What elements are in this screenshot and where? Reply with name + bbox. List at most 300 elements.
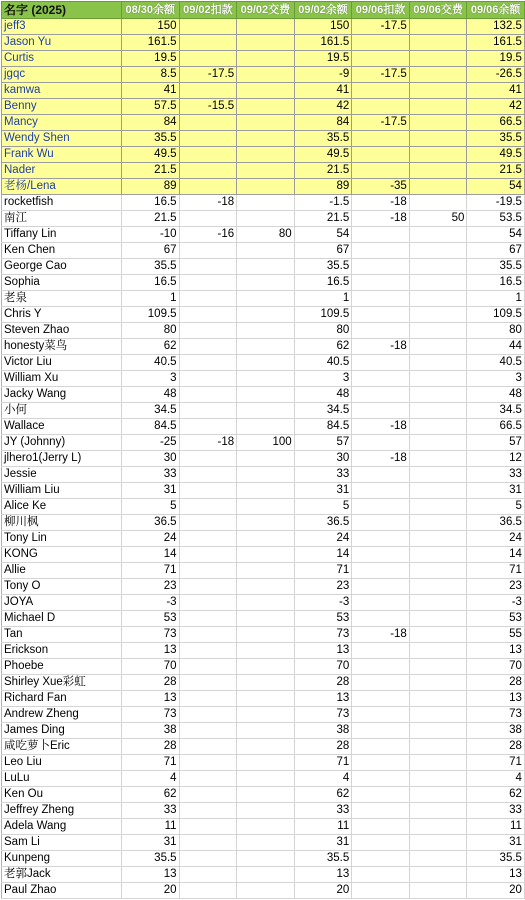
cell-0906-balance[interactable]: 24 (467, 531, 525, 547)
cell-0902-payment[interactable] (237, 307, 295, 323)
cell-0902-payment[interactable] (237, 115, 295, 131)
cell-0906-deduction[interactable] (352, 835, 410, 851)
cell-0830-balance[interactable]: 5 (122, 499, 180, 515)
cell-0906-payment[interactable] (409, 675, 467, 691)
cell-0906-deduction[interactable] (352, 499, 410, 515)
cell-0902-balance[interactable]: 34.5 (294, 403, 352, 419)
cell-0902-deduction[interactable] (179, 643, 237, 659)
cell-name[interactable]: Tiffany Lin (2, 227, 122, 243)
cell-0906-payment[interactable] (409, 659, 467, 675)
cell-name[interactable]: Jason Yu (2, 35, 122, 51)
cell-0830-balance[interactable]: 16.5 (122, 275, 180, 291)
cell-name[interactable]: Shirley Xue彩虹 (2, 675, 122, 691)
cell-name[interactable]: Victor Liu (2, 355, 122, 371)
cell-0906-payment[interactable] (409, 19, 467, 35)
cell-name[interactable]: jlhero1(Jerry L) (2, 451, 122, 467)
cell-0902-payment[interactable] (237, 339, 295, 355)
cell-0902-deduction[interactable] (179, 339, 237, 355)
cell-0906-deduction[interactable] (352, 819, 410, 835)
cell-0906-balance[interactable]: 44 (467, 339, 525, 355)
cell-0906-payment[interactable] (409, 723, 467, 739)
cell-0902-balance[interactable]: 71 (294, 755, 352, 771)
cell-0830-balance[interactable]: 3 (122, 371, 180, 387)
cell-0830-balance[interactable]: 70 (122, 659, 180, 675)
cell-0902-balance[interactable]: 31 (294, 835, 352, 851)
cell-name[interactable]: Steven Zhao (2, 323, 122, 339)
cell-name[interactable]: Chris Y (2, 307, 122, 323)
cell-0906-balance[interactable]: 35.5 (467, 259, 525, 275)
cell-0906-balance[interactable]: 20 (467, 883, 525, 899)
cell-0906-balance[interactable]: 33 (467, 803, 525, 819)
cell-name[interactable]: Phoebe (2, 659, 122, 675)
cell-0830-balance[interactable]: -25 (122, 435, 180, 451)
header-0906-balance[interactable]: 09/06余额 (467, 2, 525, 19)
cell-0906-deduction[interactable] (352, 435, 410, 451)
cell-0906-deduction[interactable]: -17.5 (352, 115, 410, 131)
cell-0906-deduction[interactable] (352, 131, 410, 147)
cell-0902-balance[interactable]: 5 (294, 499, 352, 515)
cell-0830-balance[interactable]: 40.5 (122, 355, 180, 371)
cell-0906-balance[interactable]: 57 (467, 435, 525, 451)
cell-0830-balance[interactable]: 28 (122, 675, 180, 691)
cell-0902-balance[interactable]: 40.5 (294, 355, 352, 371)
cell-0830-balance[interactable]: 48 (122, 387, 180, 403)
cell-0906-payment[interactable] (409, 35, 467, 51)
cell-name[interactable]: 老泉 (2, 291, 122, 307)
cell-0906-balance[interactable]: 71 (467, 755, 525, 771)
cell-name[interactable]: Tan (2, 627, 122, 643)
cell-0830-balance[interactable]: 13 (122, 643, 180, 659)
cell-0830-balance[interactable]: -3 (122, 595, 180, 611)
cell-0902-payment[interactable] (237, 707, 295, 723)
cell-0906-deduction[interactable] (352, 659, 410, 675)
cell-0830-balance[interactable]: 73 (122, 627, 180, 643)
cell-0830-balance[interactable]: 28 (122, 739, 180, 755)
cell-name[interactable]: Frank Wu (2, 147, 122, 163)
cell-0902-deduction[interactable] (179, 131, 237, 147)
cell-0906-balance[interactable]: 36.5 (467, 515, 525, 531)
cell-0906-balance[interactable]: 48 (467, 387, 525, 403)
cell-name[interactable]: William Liu (2, 483, 122, 499)
cell-0906-payment[interactable] (409, 195, 467, 211)
cell-0906-deduction[interactable] (352, 675, 410, 691)
cell-0906-payment[interactable] (409, 51, 467, 67)
cell-name[interactable]: Leo Liu (2, 755, 122, 771)
cell-0906-balance[interactable]: 1 (467, 291, 525, 307)
cell-name[interactable]: 老郭Jack (2, 867, 122, 883)
cell-0906-payment[interactable] (409, 435, 467, 451)
cell-0906-deduction[interactable] (352, 691, 410, 707)
cell-0902-payment[interactable] (237, 835, 295, 851)
cell-0902-payment[interactable] (237, 851, 295, 867)
cell-0902-deduction[interactable] (179, 19, 237, 35)
cell-0906-payment[interactable] (409, 883, 467, 899)
cell-0830-balance[interactable]: 53 (122, 611, 180, 627)
cell-name[interactable]: Mancy (2, 115, 122, 131)
cell-0902-payment[interactable] (237, 291, 295, 307)
cell-0906-balance[interactable]: 53 (467, 611, 525, 627)
cell-name[interactable]: Jacky Wang (2, 387, 122, 403)
cell-0902-deduction[interactable] (179, 755, 237, 771)
cell-0906-payment[interactable] (409, 227, 467, 243)
cell-0902-payment[interactable] (237, 387, 295, 403)
cell-0902-balance[interactable]: 33 (294, 803, 352, 819)
cell-0902-deduction[interactable] (179, 851, 237, 867)
cell-0902-balance[interactable]: 11 (294, 819, 352, 835)
cell-0902-balance[interactable]: 48 (294, 387, 352, 403)
cell-name[interactable]: Sophia (2, 275, 122, 291)
cell-name[interactable]: Erickson (2, 643, 122, 659)
cell-0906-payment[interactable] (409, 131, 467, 147)
cell-name[interactable]: rocketfish (2, 195, 122, 211)
cell-0906-balance[interactable]: 42 (467, 99, 525, 115)
cell-0902-balance[interactable]: 35.5 (294, 259, 352, 275)
cell-0830-balance[interactable]: 1 (122, 291, 180, 307)
cell-0902-balance[interactable]: 33 (294, 467, 352, 483)
cell-0906-payment[interactable] (409, 403, 467, 419)
cell-0902-balance[interactable]: 28 (294, 675, 352, 691)
cell-0906-deduction[interactable] (352, 275, 410, 291)
cell-0902-deduction[interactable] (179, 499, 237, 515)
cell-0906-balance[interactable]: 54 (467, 179, 525, 195)
cell-0906-payment[interactable] (409, 531, 467, 547)
cell-0830-balance[interactable]: 11 (122, 819, 180, 835)
cell-name[interactable]: kamwa (2, 83, 122, 99)
cell-name[interactable]: Tony Lin (2, 531, 122, 547)
cell-0902-balance[interactable]: 16.5 (294, 275, 352, 291)
cell-0906-deduction[interactable]: -18 (352, 627, 410, 643)
cell-0830-balance[interactable]: 67 (122, 243, 180, 259)
cell-0902-deduction[interactable] (179, 243, 237, 259)
cell-0902-deduction[interactable] (179, 515, 237, 531)
cell-0906-deduction[interactable]: -18 (352, 211, 410, 227)
cell-0902-payment[interactable]: 80 (237, 227, 295, 243)
cell-0902-balance[interactable]: 36.5 (294, 515, 352, 531)
cell-0902-balance[interactable]: 73 (294, 627, 352, 643)
cell-0902-payment[interactable] (237, 243, 295, 259)
cell-0902-balance[interactable]: 13 (294, 691, 352, 707)
header-0902-payment[interactable]: 09/02交费 (237, 2, 295, 19)
cell-0906-balance[interactable]: 12 (467, 451, 525, 467)
cell-name[interactable]: Allie (2, 563, 122, 579)
cell-0902-payment[interactable] (237, 131, 295, 147)
cell-0902-payment[interactable] (237, 83, 295, 99)
cell-0902-payment[interactable] (237, 675, 295, 691)
cell-0906-payment[interactable] (409, 803, 467, 819)
cell-name[interactable]: Curtis (2, 51, 122, 67)
cell-0902-balance[interactable]: 73 (294, 707, 352, 723)
cell-0830-balance[interactable]: 71 (122, 563, 180, 579)
cell-0902-deduction[interactable] (179, 531, 237, 547)
cell-0906-deduction[interactable] (352, 243, 410, 259)
cell-0906-balance[interactable]: 80 (467, 323, 525, 339)
cell-0902-balance[interactable]: 80 (294, 323, 352, 339)
cell-0902-deduction[interactable] (179, 275, 237, 291)
cell-0906-payment[interactable] (409, 483, 467, 499)
cell-0902-payment[interactable] (237, 451, 295, 467)
cell-0902-deduction[interactable] (179, 611, 237, 627)
cell-0906-payment[interactable] (409, 467, 467, 483)
cell-0902-deduction[interactable] (179, 675, 237, 691)
cell-0902-balance[interactable]: 31 (294, 483, 352, 499)
cell-0830-balance[interactable]: 16.5 (122, 195, 180, 211)
cell-0906-deduction[interactable] (352, 851, 410, 867)
cell-0902-deduction[interactable] (179, 419, 237, 435)
cell-0830-balance[interactable]: 13 (122, 691, 180, 707)
cell-0902-payment[interactable] (237, 595, 295, 611)
cell-0902-deduction[interactable] (179, 35, 237, 51)
cell-0830-balance[interactable]: 150 (122, 19, 180, 35)
header-0906-payment[interactable]: 09/06交费 (409, 2, 467, 19)
cell-0902-payment[interactable] (237, 803, 295, 819)
cell-0906-deduction[interactable] (352, 643, 410, 659)
cell-0902-payment[interactable] (237, 19, 295, 35)
cell-0906-deduction[interactable] (352, 707, 410, 723)
cell-0906-payment[interactable] (409, 563, 467, 579)
cell-0902-deduction[interactable]: -18 (179, 195, 237, 211)
cell-0906-balance[interactable]: 54 (467, 227, 525, 243)
cell-0902-payment[interactable] (237, 371, 295, 387)
cell-0902-balance[interactable]: 57 (294, 435, 352, 451)
cell-0906-deduction[interactable] (352, 403, 410, 419)
cell-0906-balance[interactable]: 13 (467, 867, 525, 883)
cell-0906-deduction[interactable] (352, 163, 410, 179)
cell-0902-payment[interactable] (237, 579, 295, 595)
cell-name[interactable]: jeff3 (2, 19, 122, 35)
cell-0902-deduction[interactable]: -16 (179, 227, 237, 243)
cell-0906-payment[interactable] (409, 419, 467, 435)
header-0906-deduction[interactable]: 09/06扣款 (352, 2, 410, 19)
cell-0906-balance[interactable]: 55 (467, 627, 525, 643)
header-name[interactable]: 名字 (2025) (2, 2, 122, 19)
cell-name[interactable]: Alice Ke (2, 499, 122, 515)
cell-0906-balance[interactable]: 49.5 (467, 147, 525, 163)
cell-0830-balance[interactable]: 35.5 (122, 851, 180, 867)
cell-0902-deduction[interactable] (179, 787, 237, 803)
cell-0902-balance[interactable]: -1.5 (294, 195, 352, 211)
cell-0906-payment[interactable] (409, 579, 467, 595)
cell-name[interactable]: KONG (2, 547, 122, 563)
cell-0906-payment[interactable] (409, 99, 467, 115)
cell-0906-balance[interactable]: 53.5 (467, 211, 525, 227)
cell-0906-balance[interactable]: -26.5 (467, 67, 525, 83)
cell-0830-balance[interactable]: 41 (122, 83, 180, 99)
cell-0902-payment[interactable] (237, 195, 295, 211)
cell-0906-payment[interactable] (409, 707, 467, 723)
cell-0902-deduction[interactable] (179, 323, 237, 339)
cell-0906-payment[interactable] (409, 147, 467, 163)
cell-name[interactable]: JY (Johnny) (2, 435, 122, 451)
cell-0902-deduction[interactable] (179, 355, 237, 371)
cell-0906-deduction[interactable] (352, 147, 410, 163)
cell-0902-deduction[interactable] (179, 83, 237, 99)
cell-name[interactable]: Michael D (2, 611, 122, 627)
cell-0906-deduction[interactable] (352, 883, 410, 899)
cell-name[interactable]: Adela Wang (2, 819, 122, 835)
header-0830-balance[interactable]: 08/30余额 (122, 2, 180, 19)
cell-0902-payment[interactable] (237, 483, 295, 499)
cell-0830-balance[interactable]: 73 (122, 707, 180, 723)
cell-0906-payment[interactable] (409, 451, 467, 467)
cell-0902-payment[interactable] (237, 355, 295, 371)
cell-name[interactable]: Ken Chen (2, 243, 122, 259)
cell-0906-payment[interactable] (409, 243, 467, 259)
cell-0830-balance[interactable]: 80 (122, 323, 180, 339)
cell-0830-balance[interactable]: 21.5 (122, 211, 180, 227)
cell-0906-payment[interactable] (409, 387, 467, 403)
cell-0902-balance[interactable]: 67 (294, 243, 352, 259)
cell-0906-payment[interactable] (409, 83, 467, 99)
cell-0902-deduction[interactable] (179, 371, 237, 387)
cell-0902-deduction[interactable] (179, 883, 237, 899)
cell-0902-deduction[interactable] (179, 387, 237, 403)
cell-0906-balance[interactable]: 5 (467, 499, 525, 515)
cell-name[interactable]: LuLu (2, 771, 122, 787)
cell-0902-deduction[interactable] (179, 291, 237, 307)
cell-0906-payment[interactable] (409, 611, 467, 627)
cell-name[interactable]: James Ding (2, 723, 122, 739)
cell-0902-payment[interactable] (237, 531, 295, 547)
cell-0830-balance[interactable]: 38 (122, 723, 180, 739)
cell-0906-balance[interactable]: 73 (467, 707, 525, 723)
cell-0902-deduction[interactable] (179, 707, 237, 723)
cell-0906-deduction[interactable] (352, 387, 410, 403)
cell-0906-balance[interactable]: 33 (467, 467, 525, 483)
cell-0902-payment[interactable] (237, 67, 295, 83)
cell-0906-payment[interactable] (409, 755, 467, 771)
cell-0902-payment[interactable] (237, 211, 295, 227)
cell-0906-balance[interactable]: 31 (467, 483, 525, 499)
cell-0902-deduction[interactable] (179, 483, 237, 499)
cell-name[interactable]: 老杨/Lena (2, 179, 122, 195)
cell-0902-balance[interactable]: 54 (294, 227, 352, 243)
cell-0902-deduction[interactable] (179, 307, 237, 323)
cell-0902-payment[interactable] (237, 467, 295, 483)
cell-0906-payment[interactable] (409, 371, 467, 387)
cell-0902-deduction[interactable] (179, 627, 237, 643)
cell-0902-deduction[interactable] (179, 259, 237, 275)
cell-0830-balance[interactable]: 31 (122, 835, 180, 851)
cell-0830-balance[interactable]: 33 (122, 803, 180, 819)
cell-0902-balance[interactable]: 53 (294, 611, 352, 627)
cell-0902-payment[interactable] (237, 179, 295, 195)
cell-0906-payment[interactable] (409, 259, 467, 275)
cell-0906-balance[interactable]: 34.5 (467, 403, 525, 419)
cell-0830-balance[interactable]: 62 (122, 787, 180, 803)
cell-name[interactable]: Paul Zhao (2, 883, 122, 899)
cell-0902-balance[interactable]: 24 (294, 531, 352, 547)
cell-0906-payment[interactable] (409, 339, 467, 355)
cell-0902-balance[interactable]: 161.5 (294, 35, 352, 51)
cell-0902-balance[interactable]: 14 (294, 547, 352, 563)
cell-name[interactable]: jgqc (2, 67, 122, 83)
cell-0906-deduction[interactable] (352, 563, 410, 579)
cell-0906-deduction[interactable] (352, 259, 410, 275)
cell-0906-deduction[interactable]: -18 (352, 451, 410, 467)
cell-name[interactable]: Benny (2, 99, 122, 115)
cell-0906-payment[interactable] (409, 643, 467, 659)
cell-0906-balance[interactable]: 11 (467, 819, 525, 835)
cell-0906-payment[interactable] (409, 739, 467, 755)
cell-0902-payment[interactable] (237, 563, 295, 579)
cell-0902-payment[interactable] (237, 499, 295, 515)
cell-0830-balance[interactable]: 8.5 (122, 67, 180, 83)
cell-0902-balance[interactable]: -9 (294, 67, 352, 83)
cell-0830-balance[interactable]: 84 (122, 115, 180, 131)
cell-0906-deduction[interactable] (352, 595, 410, 611)
cell-0902-deduction[interactable] (179, 147, 237, 163)
cell-0902-deduction[interactable] (179, 211, 237, 227)
cell-0902-payment[interactable] (237, 755, 295, 771)
cell-0906-payment[interactable]: 50 (409, 211, 467, 227)
cell-0906-payment[interactable] (409, 851, 467, 867)
cell-0902-deduction[interactable]: -15.5 (179, 99, 237, 115)
cell-name[interactable]: 柳川枫 (2, 515, 122, 531)
cell-name[interactable]: honesty菜鸟 (2, 339, 122, 355)
cell-0830-balance[interactable]: 62 (122, 339, 180, 355)
cell-0906-payment[interactable] (409, 515, 467, 531)
cell-0906-deduction[interactable] (352, 515, 410, 531)
cell-0906-deduction[interactable] (352, 307, 410, 323)
cell-name[interactable]: Andrew Zheng (2, 707, 122, 723)
header-0902-deduction[interactable]: 09/02扣款 (179, 2, 237, 19)
cell-0902-payment[interactable] (237, 627, 295, 643)
cell-0906-payment[interactable] (409, 787, 467, 803)
cell-0906-deduction[interactable] (352, 867, 410, 883)
cell-0902-deduction[interactable] (179, 547, 237, 563)
cell-0906-balance[interactable]: 62 (467, 787, 525, 803)
cell-0906-deduction[interactable] (352, 547, 410, 563)
cell-0906-balance[interactable]: 3 (467, 371, 525, 387)
cell-0830-balance[interactable]: 21.5 (122, 163, 180, 179)
cell-name[interactable]: Ken Ou (2, 787, 122, 803)
cell-0902-payment[interactable]: 100 (237, 435, 295, 451)
cell-0906-deduction[interactable] (352, 483, 410, 499)
cell-0902-balance[interactable]: 30 (294, 451, 352, 467)
cell-0906-payment[interactable] (409, 291, 467, 307)
cell-0906-deduction[interactable] (352, 723, 410, 739)
cell-0906-payment[interactable] (409, 691, 467, 707)
cell-0902-balance[interactable]: 20 (294, 883, 352, 899)
cell-0906-deduction[interactable] (352, 323, 410, 339)
cell-0902-balance[interactable]: 49.5 (294, 147, 352, 163)
cell-0902-payment[interactable] (237, 867, 295, 883)
cell-0906-deduction[interactable]: -18 (352, 339, 410, 355)
cell-0902-balance[interactable]: 23 (294, 579, 352, 595)
cell-0906-payment[interactable] (409, 499, 467, 515)
cell-0906-deduction[interactable] (352, 531, 410, 547)
cell-0906-payment[interactable] (409, 771, 467, 787)
cell-0902-balance[interactable]: 62 (294, 339, 352, 355)
cell-0906-balance[interactable]: 13 (467, 643, 525, 659)
cell-0906-balance[interactable]: 21.5 (467, 163, 525, 179)
cell-0830-balance[interactable]: 161.5 (122, 35, 180, 51)
cell-name[interactable]: William Xu (2, 371, 122, 387)
cell-name[interactable]: Wallace (2, 419, 122, 435)
cell-0902-balance[interactable]: -3 (294, 595, 352, 611)
cell-0906-payment[interactable] (409, 275, 467, 291)
cell-0906-balance[interactable]: 132.5 (467, 19, 525, 35)
cell-0906-balance[interactable]: 4 (467, 771, 525, 787)
cell-0902-payment[interactable] (237, 771, 295, 787)
cell-0906-balance[interactable]: 38 (467, 723, 525, 739)
cell-0830-balance[interactable]: 20 (122, 883, 180, 899)
cell-0906-payment[interactable] (409, 819, 467, 835)
cell-0906-payment[interactable] (409, 835, 467, 851)
cell-name[interactable]: Wendy Shen (2, 131, 122, 147)
cell-0902-deduction[interactable] (179, 691, 237, 707)
cell-0902-balance[interactable]: 3 (294, 371, 352, 387)
